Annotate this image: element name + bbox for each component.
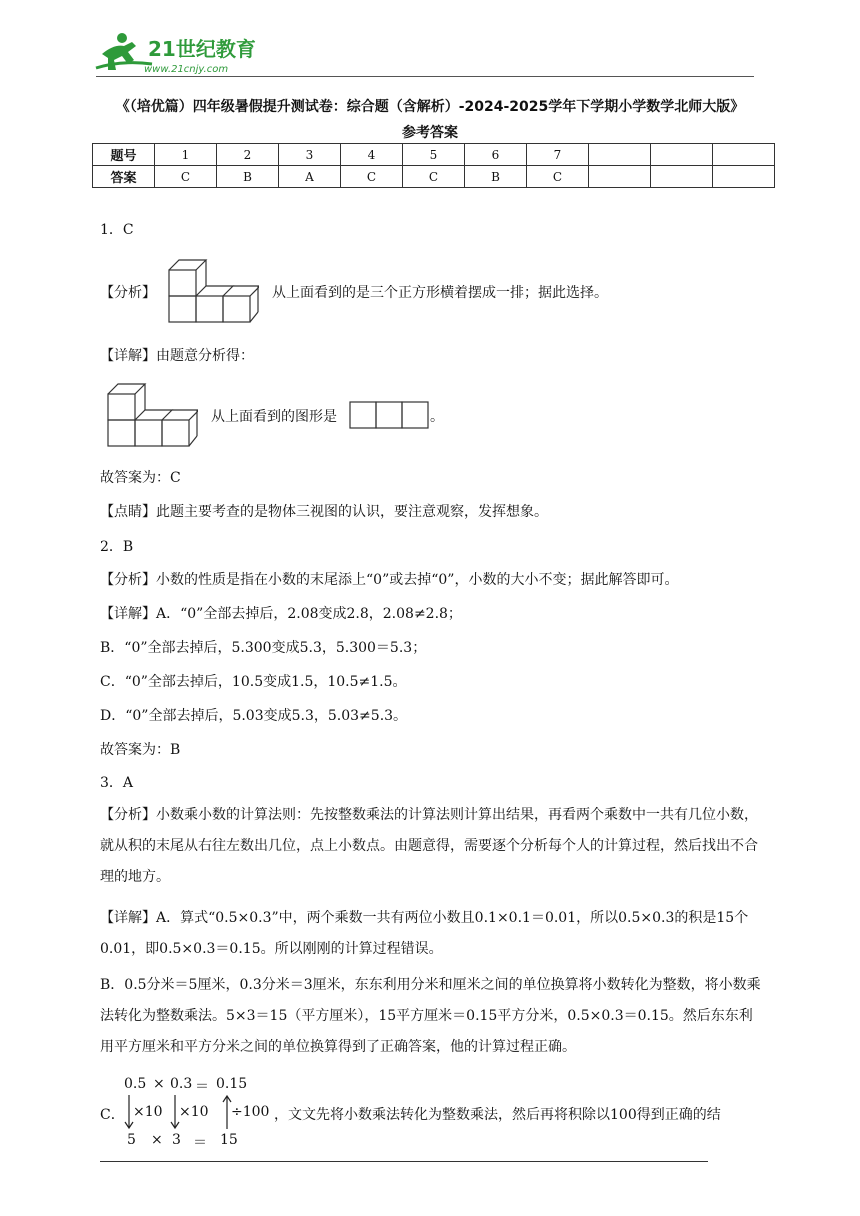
c-top-term: 0.3 <box>170 1076 193 1092</box>
c-text: ，文文先将小数乘法转化为整数乘法，然后再将积除以100得到正确的结 <box>274 1107 721 1123</box>
c-label: C． <box>100 1107 125 1123</box>
document-title: 《（培优篇）四年级暑假提升测试卷：综合题（含解析）-2024-2025学年下学期小学数学北师大版》 <box>115 99 745 115</box>
table-cell <box>589 144 651 166</box>
table-cell: 3 <box>279 144 341 166</box>
c-op: ÷100 <box>231 1104 270 1120</box>
table-cell <box>589 166 651 188</box>
q2-detail-a: 【详解】A．“0”全部去掉后，2.08变成2.8，2.08≠2.8； <box>100 606 462 622</box>
q2-detail-b: B．“0”全部去掉后，5.300变成5.3，5.300＝5.3； <box>100 640 427 656</box>
table-cell: 6 <box>465 144 527 166</box>
q2-analysis: 【分析】小数的性质是指在小数的末尾添上“0”或去掉“0”，小数的大小不变；据此解答即可。 <box>100 572 679 588</box>
table-cell: 1 <box>155 144 217 166</box>
q2-detail-d: D．“0”全部去掉后，5.03变成5.3，5.03≠5.3。 <box>100 708 408 724</box>
q1-analysis-text: 从上面看到的是三个正方形横着摆成一排；据此选择。 <box>272 285 608 301</box>
c-top-eq: ＝ <box>195 1079 209 1095</box>
q3-detail-b: B．0.5分米＝5厘米，0.3分米＝3厘米，东东利用分米和厘米之间的单位换算将小数转化为整数，将小数乘法转化为整数乘法。5×3＝15（平方厘米），15平方厘米＝0.15平方分米，0.5×0.3＝0.15。然后东东利用平方厘米和平方分米之间的单位换算得到了正确答案，他的计算过程正确。 <box>100 977 761 1055</box>
site-logo <box>92 30 262 78</box>
q2-answer: 故答案为：B <box>100 742 181 758</box>
answer-table <box>92 143 775 188</box>
table-cell <box>713 144 775 166</box>
c-top-term: 0.5 <box>124 1076 147 1092</box>
q1-heading: 1．C <box>100 222 134 238</box>
c-top-result: 0.15 <box>216 1076 248 1092</box>
table-cell: C <box>341 166 403 188</box>
table-cell <box>651 144 713 166</box>
q1-detail: 【详解】由题意分析得： <box>100 348 254 364</box>
c-bottom-op: × <box>151 1132 163 1148</box>
c-bottom-term: 3 <box>172 1132 181 1148</box>
q1-detail-text: 从上面看到的图形是 <box>211 409 337 425</box>
table-cell: C <box>527 166 589 188</box>
table-cell <box>651 166 713 188</box>
c-op: ×10 <box>133 1104 163 1120</box>
table-cell: B <box>465 166 527 188</box>
q2-detail-c: C．“0”全部去掉后，10.5变成1.5，10.5≠1.5。 <box>100 674 407 690</box>
svg-text:www.21cnjy.com: www.21cnjy.com <box>144 64 229 75</box>
c-bottom-result: 15 <box>220 1132 238 1148</box>
table-cell: B <box>217 166 279 188</box>
q3-analysis: 【分析】小数乘小数的计算法则：先按整数乘法的计算法则计算出结果，再看两个乘数中一共有几位小数，就从积的末尾从右往左数出几位，点上小数点。由题意得，需要逐个分析每个人的计算过程，然后找出不合理的地方。 <box>100 807 758 885</box>
c-bottom-eq: ＝ <box>193 1135 207 1151</box>
cube-stack-figure <box>167 256 259 324</box>
c-top-op: × <box>153 1076 165 1092</box>
answer-table-row-numbers <box>93 144 775 166</box>
table-cell: 7 <box>527 144 589 166</box>
table-cell: A <box>279 166 341 188</box>
table-cell: 4 <box>341 144 403 166</box>
q1-analysis-label: 【分析】 <box>100 285 156 301</box>
footer-rule <box>100 1161 708 1162</box>
q3-detail-a: 【详解】A．算式“0.5×0.3”中，两个乘数一共有两位小数且0.1×0.1＝0.01，所以0.5×0.3的积是15个0.01，即0.5×0.3＝0.15。所以刚刚的计算过程错误。 <box>100 910 749 957</box>
answer-table-row-answers <box>93 166 775 188</box>
header-rule <box>96 76 754 77</box>
q3-heading: 3．A <box>100 775 134 791</box>
table-cell: C <box>403 166 465 188</box>
cube-stack-figure <box>106 380 198 448</box>
table-cell: 2 <box>217 144 279 166</box>
svg-text:21世纪教育: 21世纪教育 <box>148 37 256 61</box>
q1-detail-period: 。 <box>430 409 444 425</box>
table-header-answer: 答案 <box>93 166 155 188</box>
q1-comment: 【点睛】此题主要考查的是物体三视图的认识，要注意观察，发挥想象。 <box>100 504 548 520</box>
table-cell: C <box>155 166 217 188</box>
top-view-figure <box>349 401 429 429</box>
c-bottom-term: 5 <box>127 1132 136 1148</box>
table-cell: 5 <box>403 144 465 166</box>
table-cell <box>713 166 775 188</box>
c-op: ×10 <box>179 1104 209 1120</box>
q1-answer: 故答案为：C <box>100 470 181 486</box>
document-subtitle: 参考答案 <box>402 125 458 141</box>
table-header-number: 题号 <box>93 144 155 166</box>
q2-heading: 2．B <box>100 539 134 555</box>
